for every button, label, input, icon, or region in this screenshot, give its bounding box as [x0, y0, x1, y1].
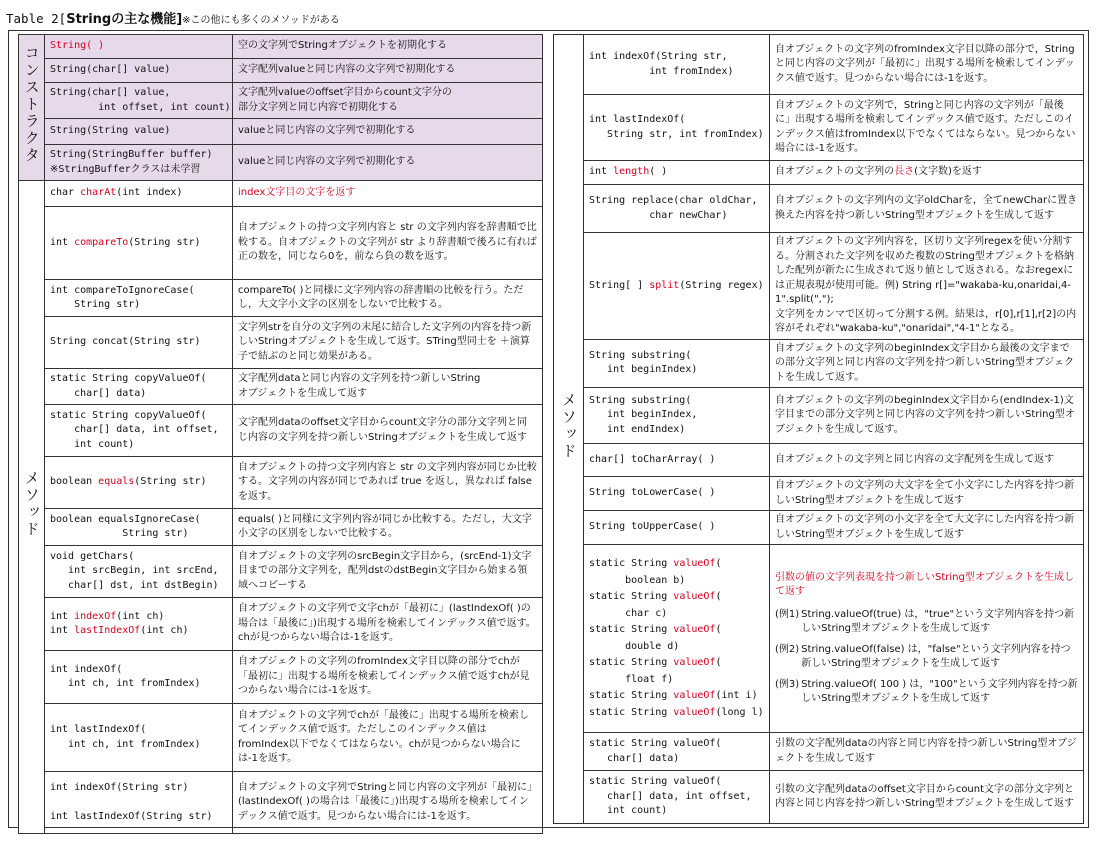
sig-cell: static String valueOf( boolean b) static String valueOf( char c) static String valueOf( double d) static String valueOf( float f) static String valueOf(int i) static String valueOf(long l) — [584, 545, 770, 733]
table-title — [6, 8, 340, 27]
table-row — [554, 771, 1084, 824]
sig-cell: int lastIndexOf( String str, int fromIndex) — [584, 95, 770, 161]
sig-cell: char charAt(int index) — [45, 181, 233, 207]
desc-cell: 自オブジェクトの文字列のfromIndex文字目以降の部分で，Stringと同じ内容の文字列が「最初に」出現する場所を検索してインデックス値で返す。見つからない場合には-1を返す。 — [770, 35, 1084, 95]
table-row — [554, 444, 1084, 477]
desc-cell: 自オブジェクトの文字列と同じ内容の文字配列を生成して返す — [770, 444, 1084, 477]
table-row — [554, 511, 1084, 545]
table-row — [554, 339, 1084, 388]
desc-cell: equals( )と同様に文字列内容が同じか比較する。ただし，大文字小文字の区別をしないで比較する。 — [233, 509, 543, 546]
desc-cell: 文字配列dataのoffset文字目からcount文字分の部分文字列と同じ内容の文字列を持つ新しいStringオブジェクトを生成して返す — [233, 405, 543, 457]
table-row — [19, 207, 543, 280]
right-table — [553, 34, 1084, 824]
left-table — [18, 34, 543, 834]
desc-cell: 文字配列dataと同じ内容の文字列を持つ新しいString オブジェクトを生成して返す — [233, 369, 543, 405]
example-1: (例1) String.valueOf(true) は，"true"という文字列内容を持つ新しいString型オブジェクトを生成して返す — [775, 608, 1075, 634]
table-row — [19, 145, 543, 181]
sig-cell: String substring( int beginIndex, int endIndex) — [584, 388, 770, 444]
sig-cell: String[ ] split(String regex) — [584, 233, 770, 340]
table-row — [19, 704, 543, 772]
sig-cell: int compareTo(String str) — [45, 207, 233, 280]
desc-cell: 引数の文字配列dataのoffset文字目からcount文字の部分文字列と内容と同じ内容を持つ新しいString型オブジェクトを生成して返す — [770, 771, 1084, 824]
category-constructor: コンストラクタ — [19, 35, 45, 181]
table-row — [19, 35, 543, 59]
sig-cell: char[] toCharArray( ) — [584, 444, 770, 477]
title-bold: Stringの主な機能] — [66, 12, 183, 27]
sig-cell: int indexOf(String str) int lastIndexOf(String str) — [45, 772, 233, 834]
desc-cell: 自オブジェクトの文字列の小文字を全て大文字にした内容を持つ新しいString型オブジェクトを生成して返す — [770, 511, 1084, 545]
category-method: メソッド — [19, 181, 45, 834]
table-row — [19, 598, 543, 651]
desc-cell: valueと同じ内容の文字列で初期化する — [233, 145, 543, 181]
table-row — [19, 83, 543, 119]
desc-cell: 自オブジェクトの文字列でStringと同じ内容の文字列が「最初に」(lastIndexOf( )の場合は「最後に」)出現する場所を検索してインデックス値で返す。見つからない場合には-1を返す。 — [233, 772, 543, 834]
sig-cell: String(String value) — [45, 119, 233, 145]
table-row — [554, 185, 1084, 233]
valueof-desc-head: 引数の値の文字列表現を持つ新しいString型オブジェクトを生成して返す — [775, 571, 1074, 597]
desc-cell: 文字配列valueのoffset字目からcount文字分の 部分文字列と同じ内容で初期化する — [233, 83, 543, 119]
table-row — [19, 369, 543, 405]
table-row — [19, 457, 543, 509]
desc-cell: 自オブジェクトの文字列でchが「最後に」出現する場所を検索してインデックス値で返す。ただしこのインデックス値はfromIndex以下でなくてはならない。chが見つからない場合には-1を返す。 — [233, 704, 543, 772]
sig-cell: String( ) — [45, 35, 233, 59]
sig-cell: boolean equals(String str) — [45, 457, 233, 509]
desc-cell: 引数の文字配列dataの内容と同じ内容を持つ新しいString型オブジェクトを生成して返す — [770, 733, 1084, 771]
category-method-right: メソッド — [554, 35, 584, 824]
desc-cell: valueと同じ内容の文字列で初期化する — [233, 119, 543, 145]
desc-cell: 自オブジェクトの文字列内容を，区切り文字列regexを使い分割する。分割された文字列を収めた複数のString型オブジェクトを格納した配列が新たに生成されて返り値として返される。なおregexには正規表現が使用可能。例) String r[]="wakaba-ku,onaridai,4-1".split(","); 文字列をカンマで区切って分割する例。結果は，r[0],r[1],r[2]の内容がそれぞれ"wakaba-ku","onaridai","4-1"となる。 — [770, 233, 1084, 340]
desc-cell — [770, 545, 1084, 733]
sig-cell: int indexOf(int ch) int lastIndexOf(int ch) — [45, 598, 233, 651]
desc-cell: 自オブジェクトの持つ文字列内容と str の文字列内容を辞書順で比較する。自オブジェクトの文字列が str より辞書順で後ろに有れば正の数を，同じなら0を，前なら負の数を返す。 — [233, 207, 543, 280]
desc-cell: 自オブジェクトの文字列内の文字oldCharを，全てnewCharに置き換えた内容を持つ新しいString型オブジェクトを生成して返す — [770, 185, 1084, 233]
sig-cell: String replace(char oldChar, char newChar) — [584, 185, 770, 233]
desc-cell: 自オブジェクトの文字列の長さ(文字数)を返す — [770, 161, 1084, 185]
table-row — [19, 119, 543, 145]
table-row — [554, 733, 1084, 771]
table-row — [554, 95, 1084, 161]
sig-cell: static String copyValueOf( char[] data, int offset, int count) — [45, 405, 233, 457]
table-row — [19, 181, 543, 207]
desc-cell: 自オブジェクトの文字列で，Stringと同じ内容の文字列が「最後に」出現する場所を検索してインデックス値で返す。ただしこのインデックス値はfromIndex以下でなくてはならない。見つからない場合には-1を返す。 — [770, 95, 1084, 161]
desc-cell: 自オブジェクトの文字列のsrcBegin文字目から，(srcEnd-1)文字目までの部分文字列を，配列dstのdstBegin文字目から始まる領域へコピーする — [233, 546, 543, 598]
table-row — [554, 545, 1084, 733]
desc-cell: index文字目の文字を返す — [233, 181, 543, 207]
sig-cell: int indexOf( int ch, int fromIndex) — [45, 651, 233, 704]
sig-cell: static String valueOf( char[] data, int offset, int count) — [584, 771, 770, 824]
table-row — [554, 161, 1084, 185]
sig-cell: int compareToIgnoreCase( String str) — [45, 280, 233, 317]
desc-cell: 自オブジェクトの持つ文字列内容と str の文字列内容が同じか比較する。文字列の内容が同じであれば true を返し，異なれば false を返す。 — [233, 457, 543, 509]
desc-cell: 自オブジェクトの文字列のfromIndex文字目以降の部分でchが「最初に」出現する場所を検索してインデックス値で返すchが見つからない場合には-1を返す。 — [233, 651, 543, 704]
desc-cell: 文字列strを自分の文字列の末尾に結合した文字列の内容を持つ新しいStringオブジェクトを生成して返す。STring型同士を ＋演算子で結ぶのと同じ効果がある。 — [233, 317, 543, 369]
table-row — [554, 35, 1084, 95]
sig-cell: int lastIndexOf( int ch, int fromIndex) — [45, 704, 233, 772]
table-row — [554, 388, 1084, 444]
sig-cell: String toUpperCase( ) — [584, 511, 770, 545]
table-row — [554, 233, 1084, 340]
title-prefix: Table 2[ — [6, 11, 67, 26]
title-note: ※この他にも多くのメソッドがある — [182, 15, 340, 26]
table-row — [554, 477, 1084, 511]
desc-cell: 自オブジェクトの文字列の大文字を全て小文字にした内容を持つ新しいString型オブジェクトを生成して返す — [770, 477, 1084, 511]
sig-cell: String(char[] value, int offset, int count) — [45, 83, 233, 119]
table-row — [19, 509, 543, 546]
sig-cell: String(StringBuffer buffer) ※StringBufferクラスは未学習 — [45, 145, 233, 181]
sig-cell: static String copyValueOf( char[] data) — [45, 369, 233, 405]
table-row — [19, 405, 543, 457]
sig-cell: int length( ) — [584, 161, 770, 185]
desc-cell: 自オブジェクトの文字列で文字chが「最初に」(lastIndexOf( )の場合は「最後に」)出現する場所を検索してインデックス値で返す。chが見つからない場合は-1を返す。 — [233, 598, 543, 651]
table-row — [19, 59, 543, 83]
example-2: (例2) String.valueOf(false) は，"false"という文字列内容を持つ新しいString型オブジェクトを生成して返す — [775, 643, 1071, 669]
table-row — [19, 280, 543, 317]
sig-cell: String substring( int beginIndex) — [584, 339, 770, 388]
sig-cell: String toLowerCase( ) — [584, 477, 770, 511]
desc-cell: 自オブジェクトの文字列のbeginIndex文字目から最後の文字までの部分文字列と同じ内容の文字列を持つ新しいString型オブジェクトを生成して返す。 — [770, 339, 1084, 388]
table-row — [19, 772, 543, 834]
example-3: (例3) String.valueOf( 100 ) は，"100"という文字列内容を持つ新しいString型オブジェクトを生成して返す — [775, 678, 1078, 704]
sig-cell: String(char[] value) — [45, 59, 233, 83]
sig-cell: void getChars( int srcBegin, int srcEnd, char[] dst, int dstBegin) — [45, 546, 233, 598]
sig-cell: boolean equalsIgnoreCase( String str) — [45, 509, 233, 546]
table-row — [19, 651, 543, 704]
table-row — [19, 546, 543, 598]
desc-cell: 文字配列valueと同じ内容の文字列で初期化する — [233, 59, 543, 83]
desc-cell: 自オブジェクトの文字列のbeginIndex文字目から(endIndex-1)文字目までの部分文字列と同じ内容の文字列を持つ新しいString型オブジェクトを生成して返す。 — [770, 388, 1084, 444]
desc-cell: 空の文字列でStringオブジェクトを初期化する — [233, 35, 543, 59]
sig-cell: String concat(String str) — [45, 317, 233, 369]
desc-cell: compareTo( )と同様に文字列内容の辞書順の比較を行う。ただし，大文字小文字の区別をしないで比較する。 — [233, 280, 543, 317]
table-row — [19, 317, 543, 369]
sig-cell: int indexOf(String str, int fromIndex) — [584, 35, 770, 95]
sig-cell: static String valueOf( char[] data) — [584, 733, 770, 771]
